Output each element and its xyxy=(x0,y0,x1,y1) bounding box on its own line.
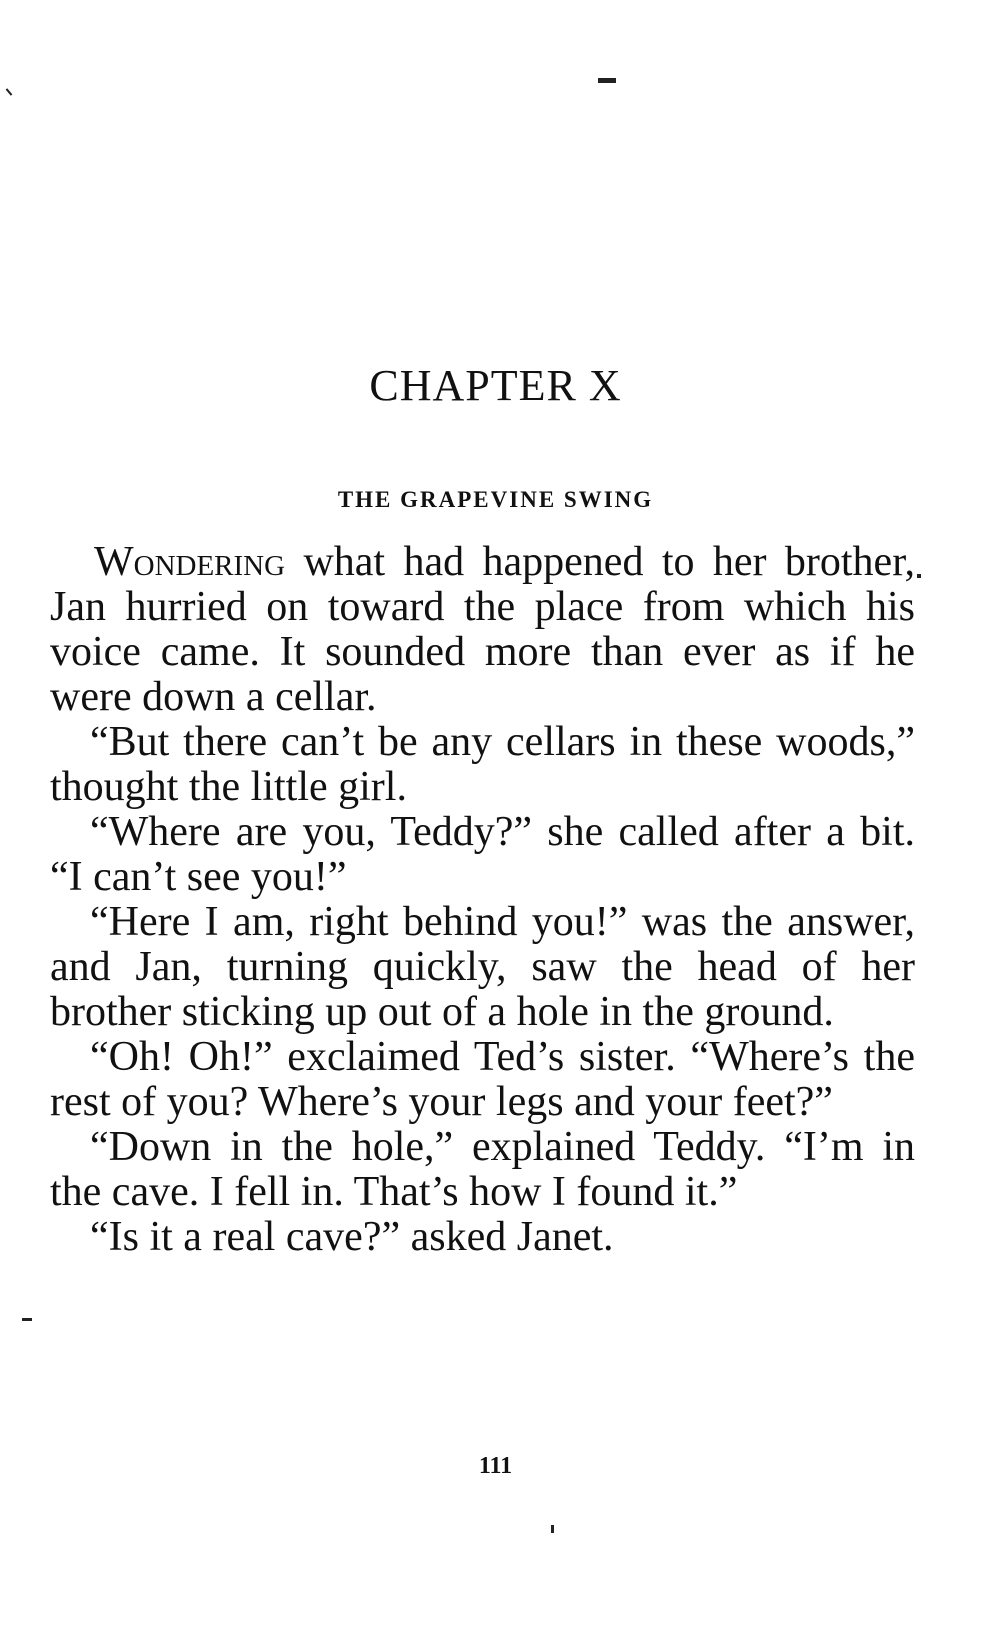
paragraph: “Oh! Oh!” exclaimed Ted’s sister. “Where’s the rest of you? Where’s your legs and your feet?” xyxy=(50,1034,915,1125)
ink-speck xyxy=(551,1525,554,1533)
ink-speck xyxy=(598,78,616,83)
paragraph xyxy=(50,540,915,720)
chapter-body xyxy=(50,540,915,1260)
chapter-title: CHAPTER X xyxy=(369,361,622,410)
chapter-subtitle: THE GRAPEVINE SWING xyxy=(337,487,654,512)
paragraph: “Where are you, Teddy?” she called after a bit. “I can’t see you!” xyxy=(50,809,915,900)
paragraph: “Here I am, right behind you!” was the answer, and Jan, turning quickly, saw the head of her brother sticking up out of a hole in the ground. xyxy=(50,899,915,1035)
paragraph: “Is it a real cave?” asked Janet. xyxy=(90,1214,614,1260)
paragraph: “But there can’t be any cellars in these woods,” thought the little girl. xyxy=(50,719,915,810)
paragraph-text: what had happened to her brother, Jan hurried on toward the place from which his voice came. It sounded more than ever as if he were down a cellar. xyxy=(50,539,915,720)
paragraph-lead-word: Wondering xyxy=(94,539,286,585)
ink-speck xyxy=(917,574,921,578)
ink-speck xyxy=(6,88,13,95)
paragraph: “Down in the hole,” explained Teddy. “I’m in the cave. I fell in. That’s how I found it.” xyxy=(50,1124,915,1215)
page-number: 111 xyxy=(478,1453,513,1479)
ink-speck xyxy=(22,1318,32,1321)
